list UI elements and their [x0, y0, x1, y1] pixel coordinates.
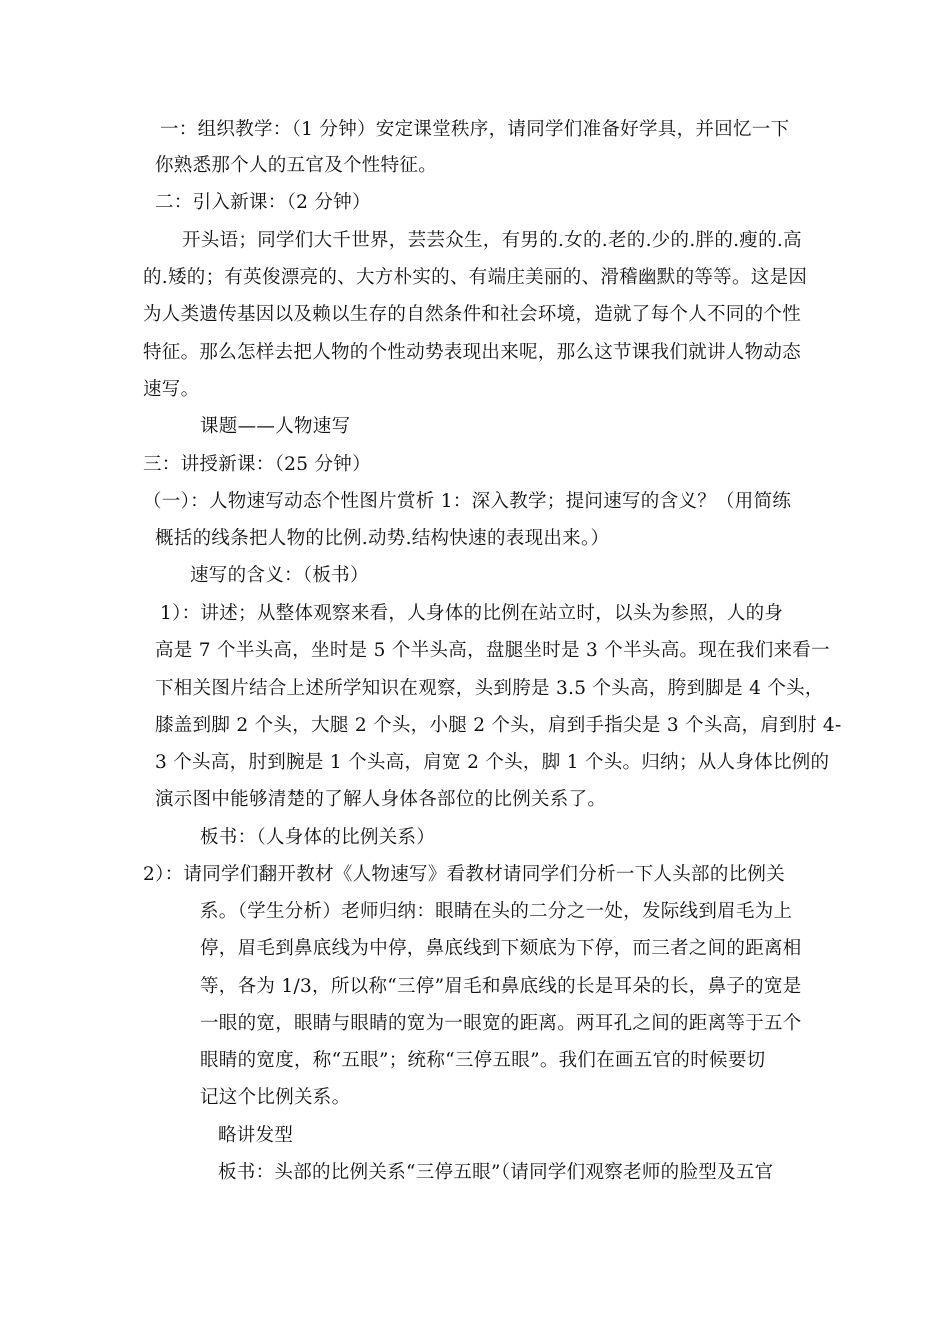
text-line: 1）：讲述；从整体观察来看，人身体的比例在站立时，以头为参照，人的身: [160, 603, 784, 624]
text-line: 板书：（人身体的比例关系）: [200, 827, 436, 848]
text-line: 速写。: [143, 379, 200, 400]
text-line: 三：讲授新课：（25 分钟）: [143, 454, 371, 475]
text-line: 演示图中能够清楚的了解人身体各部位的比例关系了。: [155, 789, 607, 810]
text-line: 课题——人物速写: [200, 416, 351, 437]
text-line: 你熟悉那个人的五官及个性特征。: [155, 155, 438, 176]
text-line: 下相关图片结合上述所学知识在观察，头到胯是 3.5 个头高，胯到脚是 4 个头，: [155, 678, 824, 699]
text-line: 等，各为 1/3，所以称“三停”眉毛和鼻底线的长是耳朵的长，鼻子的宽是: [200, 976, 802, 997]
text-line: 记这个比例关系。: [200, 1087, 351, 1108]
text-line: （一）：人物速写动态个性图片赏析 1：深入教学；提问速写的含义？（用简练: [143, 491, 792, 512]
text-line: 高是 7 个半头高，坐时是 5 个半头高，盘腿坐时是 3 个半头高。现在我们来看一: [155, 640, 830, 661]
text-line: 的.矮的；有英俊漂亮的、大方朴实的、有端庄美丽的、滑稽幽默的等等。这是因: [143, 267, 808, 288]
text-line: 2）：请同学们翻开教材《人物速写》看教材请同学们分析一下人头部的比例关: [143, 864, 786, 885]
text-line: 略讲发型: [218, 1125, 294, 1146]
text-line: 眼睛的宽度，称“五眼”；统称“三停五眼”。我们在画五官的时候要切: [200, 1050, 766, 1071]
text-line: 一眼的宽，眼睛与眼睛的宽为一眼宽的距离。两耳孔之间的距离等于五个: [200, 1013, 802, 1034]
text-line: 为人类遗传基因以及赖以生存的自然条件和社会环境，造就了每个人不同的个性: [143, 304, 802, 325]
text-line: 膝盖到脚 2 个头，大腿 2 个头，小腿 2 个头，肩到手指尖是 3 个头高，肩到肘 4-: [155, 715, 842, 736]
text-line: 系。（学生分析）老师归纳：眼睛在头的二分之一处，发际线到眉毛为上: [200, 901, 793, 922]
text-line: 开头语；同学们大千世界，芸芸众生，有男的.女的.老的.少的.胖的.瘦的.高: [182, 230, 802, 251]
text-line: 停，眉毛到鼻底线为中停，鼻底线到下颏底为下停，而三者之间的距离相: [200, 938, 802, 959]
text-line: 二：引入新课：（2 分钟）: [155, 192, 371, 213]
text-line: 一：组织教学：（1 分钟）安定课堂秩序，请同学们准备好学具，并回忆一下: [160, 119, 790, 140]
text-line: 特征。那么怎样去把人物的个性动势表现出来呢，那么这节课我们就讲人物动态: [143, 342, 802, 363]
text-line: 速写的含义：（板书）: [190, 565, 369, 586]
text-line: 概括的线条把人物的比例.动势.结构快速的表现出来。）: [155, 528, 610, 549]
text-line: 3 个头高，肘到腕是 1 个头高，肩宽 2 个头，脚 1 个头。归纳；从人身体比例的: [155, 752, 830, 773]
text-line: 板书：头部的比例关系“三停五眼”（请同学们观察老师的脸型及五官: [218, 1162, 774, 1183]
